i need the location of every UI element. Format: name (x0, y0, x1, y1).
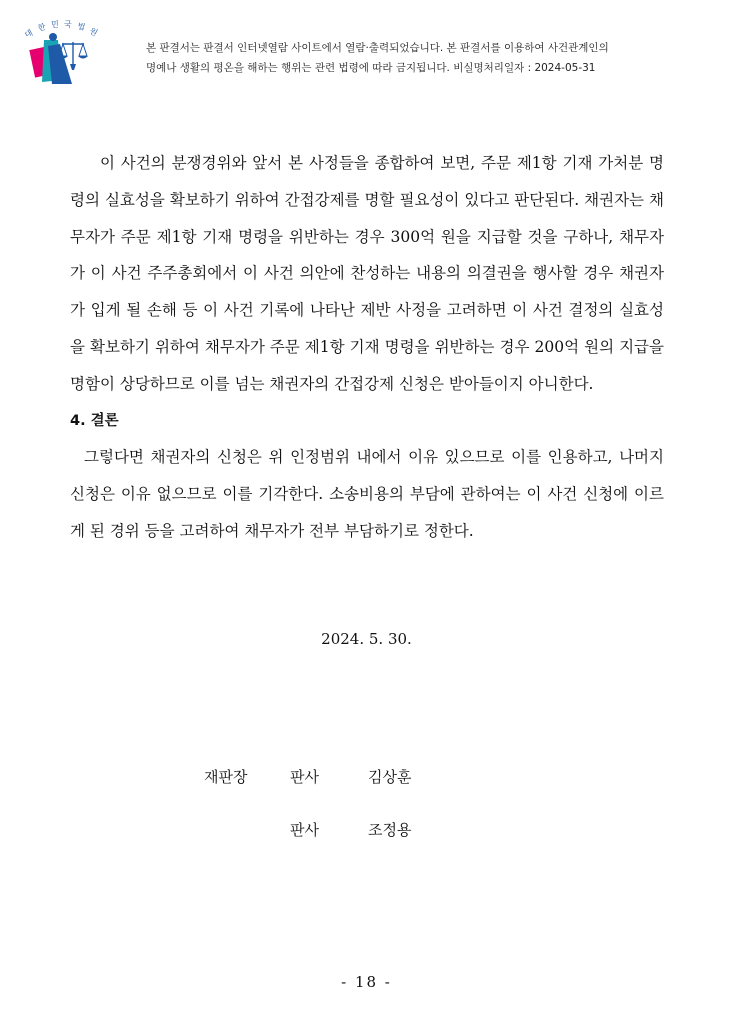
emblem-char: 대 (23, 28, 35, 40)
court-emblem-icon (22, 18, 146, 88)
judgment-body (70, 145, 664, 550)
emblem-char: 민 (51, 20, 59, 29)
paragraph-reasoning: 이 사건의 분쟁경위와 앞서 본 사정들을 종합하여 보면, 주문 제1항 기재 가처분 명령의 실효성을 확보하기 위하여 간접강제를 명할 필요성이 있다고 판단된다. 채권자는 채무자가 주문 제1항 기재 명령을 위반하는 경우 300억 원을 지급할 것을 구하나, 채무자가 이 사건 주주총회에서 이 사건 의안에 찬성하는 내용의 의결권을 행사할 경우 채권자가 입게 될 손해 등 이 사건 기록에 나타난 제반 사정을 고려하면 이 사건 결정의 실효성을 확보하기 위하여 채무자가 주문 제1항 기재 명령을 위반하는 경우 200억 원의 지급을 명함이 상당하므로 이를 넘는 채권자의 간접강제 신청은 받아들이지 아니한다. (70, 154, 664, 393)
signature-role: 재판장 (204, 768, 248, 786)
paragraph-conclusion: 그렇다면 채권자의 신청은 위 인정범위 내에서 이유 있으므로 이를 인용하고, 나머지 신청은 이유 없으므로 이를 기각한다. 소송비용의 부담에 관하여는 이 사건 신청에 이르게 된 경위 등을 고려하여 채무자가 전부 부담하기로 정한다. (70, 448, 664, 540)
notice-line-1: 본 판결서는 판결서 인터넷열람 사이트에서 열람·출력되었습니다. 본 판결서를 이용하여 사건관계인의 (146, 42, 609, 54)
emblem-char: 한 (36, 22, 47, 33)
decision-date: 2024. 5. 30. (321, 630, 412, 648)
signature-name: 조정용 (368, 821, 412, 839)
notice-line-2: 명예나 생활의 평온을 해하는 행위는 관련 법령에 따라 금지됩니다. 비실명처리일자 : 2024-05-31 (146, 62, 596, 74)
emblem-char: 법 (76, 21, 87, 33)
document-header (22, 18, 712, 88)
signature-name: 김상훈 (368, 768, 412, 786)
signature-title: 판사 (290, 821, 319, 839)
section-heading-conclusion: 4. 결론 (70, 412, 119, 429)
signature-row-associate (0, 819, 733, 839)
signature-title: 판사 (290, 768, 319, 786)
notice-text (146, 38, 716, 78)
emblem-char: 원 (87, 26, 99, 38)
page-number: - 18 - (341, 973, 392, 991)
emblem-char: 국 (64, 20, 72, 29)
signature-row-presiding (0, 766, 733, 786)
